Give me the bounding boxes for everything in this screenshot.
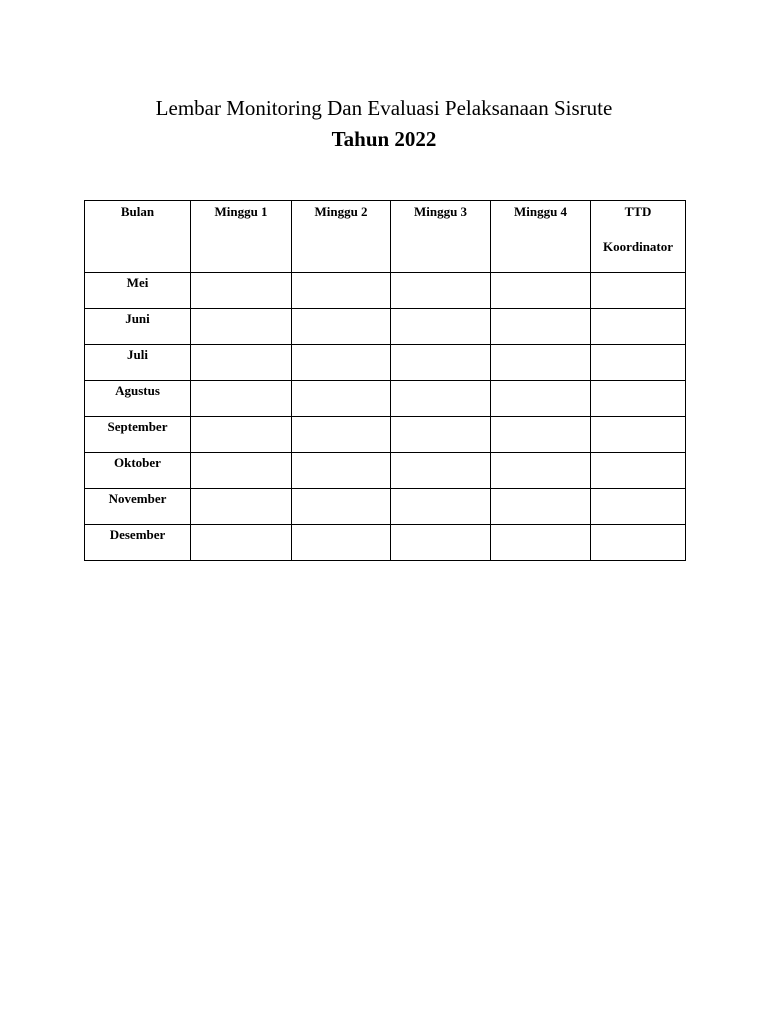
header-ttd-koordinator xyxy=(591,201,686,273)
table-row xyxy=(85,453,686,489)
minggu-3-cell xyxy=(391,489,491,525)
table-row xyxy=(85,417,686,453)
ttd-cell xyxy=(591,453,686,489)
header-minggu-3: Minggu 3 xyxy=(391,201,491,273)
minggu-2-cell xyxy=(292,345,391,381)
month-cell: Juli xyxy=(85,345,191,381)
month-cell: Agustus xyxy=(85,381,191,417)
minggu-4-cell xyxy=(491,489,591,525)
monitoring-table xyxy=(84,200,686,561)
header-ttd: TTD xyxy=(624,204,652,219)
minggu-2-cell xyxy=(292,273,391,309)
minggu-2-cell xyxy=(292,309,391,345)
minggu-1-cell xyxy=(191,309,292,345)
table-row xyxy=(85,345,686,381)
ttd-cell xyxy=(591,381,686,417)
header-minggu-2: Minggu 2 xyxy=(292,201,391,273)
minggu-3-cell xyxy=(391,525,491,561)
table-row xyxy=(85,309,686,345)
month-cell: September xyxy=(85,417,191,453)
header-minggu-1: Minggu 1 xyxy=(191,201,292,273)
ttd-cell xyxy=(591,489,686,525)
minggu-1-cell xyxy=(191,381,292,417)
minggu-4-cell xyxy=(491,417,591,453)
minggu-3-cell xyxy=(391,453,491,489)
minggu-1-cell xyxy=(191,489,292,525)
minggu-4-cell xyxy=(491,309,591,345)
minggu-1-cell xyxy=(191,345,292,381)
minggu-1-cell xyxy=(191,525,292,561)
month-cell: November xyxy=(85,489,191,525)
ttd-cell xyxy=(591,309,686,345)
table-row xyxy=(85,273,686,309)
minggu-2-cell xyxy=(292,453,391,489)
month-cell: Desember xyxy=(85,525,191,561)
minggu-4-cell xyxy=(491,453,591,489)
header-minggu-4: Minggu 4 xyxy=(491,201,591,273)
minggu-4-cell xyxy=(491,345,591,381)
table-row xyxy=(85,489,686,525)
minggu-4-cell xyxy=(491,273,591,309)
minggu-2-cell xyxy=(292,489,391,525)
minggu-3-cell xyxy=(391,345,491,381)
minggu-3-cell xyxy=(391,309,491,345)
minggu-1-cell xyxy=(191,453,292,489)
ttd-cell xyxy=(591,273,686,309)
ttd-cell xyxy=(591,417,686,453)
table-row xyxy=(85,381,686,417)
header-koordinator: Koordinator xyxy=(602,239,674,254)
minggu-2-cell xyxy=(292,381,391,417)
minggu-1-cell xyxy=(191,417,292,453)
table-header-row xyxy=(85,201,686,273)
minggu-3-cell xyxy=(391,381,491,417)
minggu-2-cell xyxy=(292,525,391,561)
document-title: Lembar Monitoring Dan Evaluasi Pelaksanaan Sisrute xyxy=(155,96,613,120)
minggu-4-cell xyxy=(491,381,591,417)
ttd-cell xyxy=(591,345,686,381)
minggu-1-cell xyxy=(191,273,292,309)
minggu-3-cell xyxy=(391,273,491,309)
minggu-4-cell xyxy=(491,525,591,561)
month-cell: Juni xyxy=(85,309,191,345)
month-cell: Oktober xyxy=(85,453,191,489)
document-year: Tahun 2022 xyxy=(331,127,437,151)
minggu-3-cell xyxy=(391,417,491,453)
month-cell: Mei xyxy=(85,273,191,309)
header-bulan: Bulan xyxy=(85,201,191,273)
ttd-cell xyxy=(591,525,686,561)
table-row xyxy=(85,525,686,561)
minggu-2-cell xyxy=(292,417,391,453)
